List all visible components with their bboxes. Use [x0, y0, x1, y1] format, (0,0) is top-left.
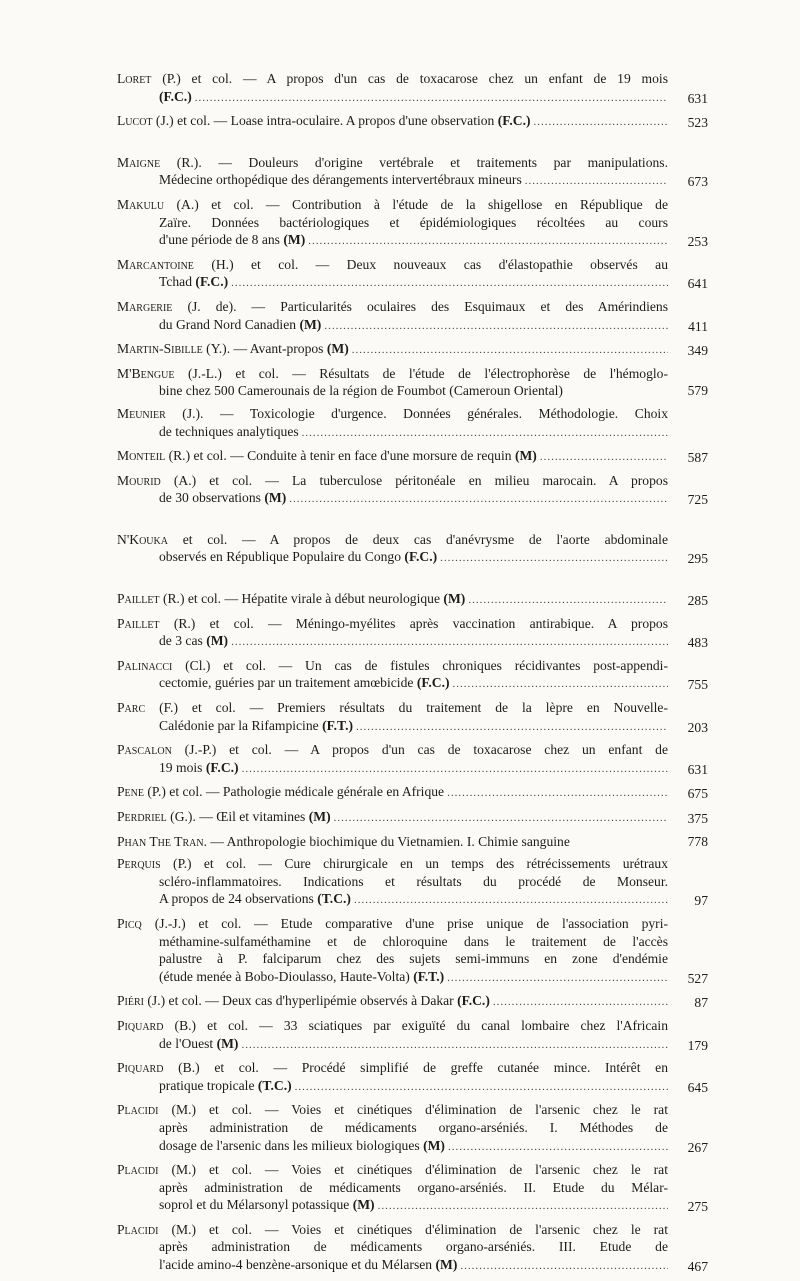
leader-dots [295, 1079, 668, 1097]
entry-title-text [117, 155, 668, 170]
entry-title-text [117, 197, 668, 212]
entry-author: Marcantoine [117, 256, 194, 272]
index-entry [117, 992, 708, 1012]
entry-first-line [117, 699, 668, 717]
page-number: 631 [687, 90, 708, 106]
entry-title-text [117, 473, 668, 488]
author-index-list [117, 70, 708, 1281]
page-number: 755 [687, 677, 708, 693]
entry-first-line [117, 855, 668, 873]
index-entry [117, 70, 708, 107]
entry-tag: (F.T.) [322, 717, 354, 733]
leader-dots [493, 994, 668, 1012]
entry-title-text [117, 112, 531, 130]
entry-rest: (P.) et col. — Cure chirurgicale en un temps des rétrécissements urétraux [160, 856, 668, 872]
entry-author: Makulu [117, 196, 165, 212]
entry-first-line [117, 615, 668, 633]
entry-first-line [117, 783, 668, 803]
entry-author: Phan The Tran [117, 833, 204, 849]
entry-title-text [117, 1102, 668, 1117]
entry-last-line [117, 231, 668, 251]
entry-tag: (F.C.) [205, 759, 239, 775]
entry-last-line [117, 489, 668, 509]
page-number: 645 [687, 1079, 708, 1095]
page-number: 295 [687, 551, 708, 567]
entry-rest: (J.-L.) et col. — Résultats de l'étude de l'électrophorèse de l'hémoglo- [174, 365, 668, 381]
entry-tag: (F.T.) [413, 968, 445, 984]
page-number: 253 [687, 234, 708, 250]
entry-last-text [159, 1077, 292, 1095]
page-number: 411 [688, 318, 708, 334]
entry-title-text [117, 257, 668, 272]
entry-last-line-text: (étude menée à Bobo-Dioulasso, Haute-Volta) [159, 968, 410, 984]
entry-last-text [159, 171, 522, 189]
entry-first-line [117, 1101, 668, 1119]
leader-dots [534, 114, 669, 132]
index-entry [117, 1101, 708, 1156]
entry-last-line-text: soprol et du Mélarsonyl potassique [159, 1197, 350, 1213]
entry-last-line-text: de 30 observations [159, 490, 261, 506]
leader-dots [352, 342, 668, 360]
entry-author: Picq [117, 915, 142, 931]
entry-title-text [117, 700, 668, 715]
entry-last-line-text: pratique tropicale [159, 1077, 255, 1093]
entry-tag: (M) [308, 809, 331, 824]
entry-rest: (M.) et col. — Voies et cinétiques d'élimination de l'arsenic chez le rat [158, 1162, 668, 1178]
entry-author: Margerie [117, 298, 173, 314]
entry-last-text [159, 968, 444, 986]
entry-title-text [117, 447, 537, 465]
entry-last-line-text: Calédonie par la Rifampicine [159, 717, 319, 733]
index-entry [117, 615, 708, 652]
entry-title-text [117, 340, 349, 358]
entry-continuation-line: scléro-inflammatoires. Indications et résultats du procédé de Monseur. [159, 873, 668, 889]
entry-last-line [117, 382, 668, 400]
entry-last-line-text: bine chez 500 Camerounais de la région de Foumbot (Cameroun Oriental) [159, 383, 563, 399]
entry-last-text [159, 423, 299, 441]
leader-dots [468, 592, 668, 610]
leader-dots [308, 233, 668, 251]
entry-rest: . — Anthropologie biochimique du Vietnamien. I. Chimie sanguine [203, 833, 570, 849]
entry-title-text [117, 1162, 668, 1177]
entry-last-line [117, 171, 668, 191]
entry-first-line [117, 447, 668, 467]
entry-tag: (M) [283, 232, 306, 248]
entry-title-text [117, 992, 490, 1010]
entry-last-line-text: cectomie, guéries par un traitement amœbicide [159, 675, 414, 691]
index-entry [117, 1161, 708, 1216]
entry-rest: (J.-P.) et col. — A propos d'un cas de toxacarose chez un enfant de [171, 742, 668, 758]
entry-author: Placidi [117, 1162, 159, 1178]
entry-tag: (M) [264, 490, 287, 506]
entry-first-line [117, 196, 668, 214]
entry-author: Palinacci [117, 657, 173, 673]
index-entry [117, 447, 708, 467]
entry-author: Piéri [117, 993, 144, 1009]
entry-first-line [117, 1017, 668, 1035]
entry-last-line-text: d'une période de 8 ans [159, 232, 280, 248]
entry-tag: (M) [435, 1257, 458, 1273]
entry-last-line [117, 1256, 668, 1276]
entry-first-line [117, 340, 668, 360]
entry-rest: (H.) et col. — Deux nouveaux cas d'élastopathie observés au [193, 256, 668, 272]
entry-last-line [117, 968, 668, 988]
entry-rest: (J.) et col. — Loase intra-oculaire. A propos d'une observation [152, 113, 495, 129]
index-entry [117, 365, 708, 400]
entry-first-line [117, 915, 668, 933]
entry-tag: (M) [423, 1137, 445, 1153]
index-entry [117, 657, 708, 694]
entry-tag: (M) [352, 1197, 375, 1213]
entry-continuation-line: après administration de médicaments organo-arséniés. II. Etude du Mélar- [159, 1179, 668, 1195]
leader-dots [440, 550, 668, 568]
entry-title-text [117, 783, 444, 801]
entry-tag: (M) [206, 633, 229, 649]
entry-last-text [159, 88, 192, 106]
entry-rest: (M.) et col. — Voies et cinétiques d'élimination de l'arsenic chez le rat [158, 1221, 668, 1237]
entry-title-text [117, 532, 668, 547]
entry-last-line [117, 1035, 668, 1055]
entry-title-text [117, 916, 668, 931]
entry-tag: (F.C.) [457, 993, 490, 1009]
entry-last-line-text: Tchad [159, 274, 193, 290]
index-entry [117, 783, 708, 803]
entry-last-line-text: 19 mois [159, 759, 203, 775]
entry-author: Martin-Sibille [117, 341, 203, 357]
entry-author: Monteil [117, 448, 166, 464]
entry-author: Pascalon [117, 742, 172, 758]
index-entry [117, 112, 708, 132]
entry-first-line [117, 154, 668, 172]
page-number: 631 [687, 761, 708, 777]
entry-last-text [159, 489, 286, 507]
entry-tag: (F.C.) [159, 88, 192, 104]
page-number: 641 [687, 276, 708, 292]
page-number: 203 [687, 719, 708, 735]
entry-rest: (B.) et col. — Procédé simplifié de greffe cutanée mince. Intérêt en [163, 1060, 668, 1076]
entry-author: M'Bengue [117, 365, 175, 381]
entry-title-text [117, 833, 570, 851]
entry-author: Loret [117, 71, 152, 86]
entry-title-text [117, 658, 668, 673]
page-number: 778 [687, 833, 708, 849]
entry-last-text [159, 632, 228, 650]
entry-last-line [117, 717, 668, 737]
entry-last-text [159, 231, 305, 249]
entry-rest: (J.). — Toxicologie d'urgence. Données générales. Méthodologie. Choix [165, 405, 668, 421]
entry-title-text [117, 616, 668, 631]
entry-last-line [117, 890, 668, 910]
entry-tag: (F.C.) [416, 675, 450, 691]
entry-rest: (J.-J.) et col. — Etude comparative d'une prise unique de l'association pyri- [141, 915, 668, 931]
entry-first-line [117, 531, 668, 549]
page-number: 675 [687, 786, 708, 802]
entry-rest: et col. — A propos de deux cas d'anévrysme de l'aorte abdominale [167, 531, 668, 547]
entry-continuation-line: après administration de médicaments organo-arséniés. I. Méthodes de [159, 1119, 668, 1135]
entry-first-line [117, 741, 668, 759]
entry-author: Pene [117, 784, 144, 800]
entry-last-line [117, 548, 668, 568]
entry-title-text [117, 406, 668, 421]
entry-last-text [159, 548, 437, 566]
entry-last-line-text: Médecine orthopédique des dérangements intervertébraux mineurs [159, 172, 522, 188]
page-number: 97 [694, 893, 708, 909]
entry-tag: (T.C.) [317, 891, 351, 907]
entry-first-line [117, 657, 668, 675]
entry-last-line-text: de l'Ouest [159, 1035, 214, 1051]
entry-title-text [117, 856, 668, 871]
entry-author: Placidi [117, 1221, 159, 1237]
entry-first-line [117, 405, 668, 423]
index-entry [117, 196, 708, 251]
index-entry [117, 405, 708, 442]
entry-rest: (R.) et col. — Hépatite virale à début neurologique [159, 591, 441, 607]
leader-dots [289, 491, 668, 509]
entry-last-text [159, 1196, 375, 1214]
entry-tag: (M) [443, 591, 466, 607]
entry-author: Paillet [117, 615, 160, 631]
entry-rest: (M.) et col. — Voies et cinétiques d'élimination de l'arsenic chez le rat [158, 1102, 668, 1118]
entry-last-text [159, 382, 563, 400]
entry-last-text [159, 1256, 457, 1274]
leader-dots [242, 761, 668, 779]
entry-author: Meunier [117, 405, 166, 421]
entry-title-text [117, 590, 465, 608]
entry-last-line [117, 1196, 668, 1216]
entry-last-text [159, 1137, 445, 1155]
entry-first-line [117, 298, 668, 316]
page-number: 483 [687, 635, 708, 651]
entry-first-line [117, 833, 668, 851]
page-number: 275 [687, 1199, 708, 1215]
entry-author: Placidi [117, 1102, 159, 1118]
entry-last-line [117, 674, 668, 694]
leader-dots [540, 449, 668, 467]
page-number: 467 [687, 1259, 708, 1275]
index-entry [117, 298, 708, 335]
index-entry [117, 256, 708, 293]
entry-rest: (A.) et col. — La tuberculose péritonéale en milieu marocain. A propos [160, 472, 668, 488]
entry-first-line [117, 1059, 668, 1077]
entry-rest: (P.) et col. — Pathologie médicale générale en Afrique [144, 784, 445, 800]
entry-last-text [159, 273, 228, 291]
page-number: 285 [687, 593, 708, 609]
entry-author: Mourid [117, 472, 161, 488]
leader-dots [354, 892, 668, 910]
leader-dots [334, 810, 668, 828]
entry-last-line [117, 632, 668, 652]
page-number: 267 [687, 1139, 708, 1155]
entry-last-line-text: de 3 cas [159, 633, 203, 649]
leader-dots [460, 1258, 668, 1276]
page-number: 87 [694, 995, 708, 1011]
entry-last-line [117, 88, 668, 108]
index-entry [117, 154, 708, 191]
entry-author: Maigne [117, 154, 161, 170]
entry-last-text [159, 890, 351, 908]
entry-last-text [159, 1035, 238, 1053]
entry-first-line [117, 256, 668, 274]
entry-tag: (M) [216, 1035, 239, 1051]
entry-last-line [117, 1077, 668, 1097]
entry-title-text [117, 299, 668, 314]
entry-author: Perquis [117, 856, 161, 872]
entry-continuation-line: Zaïre. Données bactériologiques et épidémiologiques récoltées au cours [159, 214, 668, 230]
entry-last-text [159, 759, 239, 777]
entry-rest: (A.) et col. — Contribution à l'étude de la shigellose en République de [164, 196, 668, 212]
leader-dots [231, 275, 668, 293]
index-entry [117, 741, 708, 778]
entry-first-line [117, 590, 668, 610]
page-number: 375 [687, 811, 708, 826]
page-number: 179 [687, 1037, 708, 1053]
leader-dots [453, 676, 668, 694]
page-number: 349 [687, 343, 708, 359]
entry-last-line-text: l'acide amino-4 benzène-arsonique et du Mélarsen [159, 1257, 433, 1273]
entry-tag: (F.C.) [497, 113, 531, 129]
entry-rest: (J.) et col. — Deux cas d'hyperlipémie observés à Dakar [144, 993, 454, 1009]
index-entry [117, 472, 708, 509]
leader-dots [324, 318, 668, 336]
entry-author: Parc [117, 700, 146, 716]
leader-dots [525, 173, 668, 191]
entry-tag: (M) [299, 316, 322, 332]
entry-tag: (M) [326, 341, 349, 357]
entry-last-line [117, 1137, 668, 1157]
index-entry [117, 1059, 708, 1096]
page-number: 579 [687, 383, 708, 399]
entry-title-text [117, 1222, 668, 1237]
entry-title-text [117, 1018, 668, 1033]
entry-tag: (F.C.) [404, 549, 438, 565]
entry-title-text [117, 1060, 668, 1075]
leader-dots [302, 425, 668, 443]
entry-rest: (Cl.) et col. — Un cas de fistules chroniques récidivantes post-appendi- [172, 657, 668, 673]
entry-first-line [117, 365, 668, 383]
page-number: 673 [687, 174, 708, 190]
entry-rest: (P.) et col. — A propos d'un cas de toxacarose chez un enfant de 19 mois [151, 71, 668, 86]
entry-first-line [117, 1161, 668, 1179]
page-number: 725 [687, 492, 708, 508]
entry-last-line [117, 759, 668, 779]
entry-continuation-line: palustre à P. falciparum chez des sujets semi-immuns en zone d'endémie [159, 951, 668, 967]
entry-last-line [117, 316, 668, 336]
page-number: 587 [687, 450, 708, 466]
index-entry [117, 808, 708, 828]
entry-author: Piquard [117, 1017, 164, 1033]
leader-dots [241, 1037, 668, 1055]
entry-author: N'Kouka [117, 531, 168, 547]
entry-first-line [117, 70, 668, 88]
entry-first-line [117, 1221, 668, 1239]
entry-last-line [117, 273, 668, 293]
index-entry [117, 855, 708, 910]
entry-tag: (F.C.) [195, 274, 229, 290]
leader-dots [195, 90, 668, 108]
entry-rest: (G.). — Œil et vitamines [166, 809, 306, 824]
entry-title-text [117, 808, 331, 826]
index-entry [117, 1017, 708, 1054]
entry-rest: (Y.). — Avant-propos [202, 341, 324, 357]
entry-author: Paillet [117, 591, 160, 607]
entry-rest: (B.) et col. — 33 sciatiques par exiguïté du canal lombaire chez l'Africain [163, 1017, 668, 1033]
entry-last-text [159, 717, 353, 735]
leader-dots [356, 719, 668, 737]
entry-first-line [117, 808, 668, 828]
index-entry [117, 340, 708, 360]
entry-author: Lucot [117, 113, 153, 129]
leader-dots [448, 1139, 668, 1157]
index-entry [117, 915, 708, 987]
leader-dots [447, 785, 668, 803]
index-entry [117, 531, 708, 568]
entry-rest: (R.). — Douleurs d'origine vertébrale et traitements par manipulations. [160, 154, 668, 170]
leader-dots [447, 970, 668, 988]
entry-first-line [117, 472, 668, 490]
entry-last-line-text: du Grand Nord Canadien [159, 316, 297, 332]
entry-continuation-line: méthamine-sulfaméthamine et de chloroquine dans le traitement de l'accès [159, 933, 668, 949]
page-number: 527 [687, 970, 708, 986]
entry-last-line-text: A propos de 24 observations [159, 891, 314, 907]
leader-dots [231, 634, 668, 652]
entry-first-line [117, 112, 668, 132]
entry-last-line-text: de techniques analytiques [159, 423, 299, 439]
entry-rest: (R.) et col. — Conduite à tenir en face d'une morsure de requin [165, 448, 512, 464]
entry-last-text [159, 674, 450, 692]
leader-dots [378, 1198, 668, 1216]
entry-continuation-line: après administration de médicaments organo-arséniés. III. Etude de [159, 1239, 668, 1255]
entry-title-text [117, 71, 668, 86]
index-entry [117, 833, 708, 851]
index-entry [117, 1221, 708, 1276]
entry-last-line-text: observés en République Populaire du Congo [159, 549, 402, 565]
entry-author: Piquard [117, 1060, 164, 1076]
entry-author: Perdriel [117, 809, 167, 824]
entry-title-text [117, 366, 668, 381]
entry-last-line-text: dosage de l'arsenic dans les milieux biologiques [159, 1137, 420, 1153]
index-entry [117, 590, 708, 610]
index-entry [117, 699, 708, 736]
page-number: 523 [687, 115, 708, 131]
entry-last-line [117, 423, 668, 443]
entry-rest: (J. de). — Particularités oculaires des Esquimaux et des Amérindiens [172, 298, 668, 314]
entry-tag: (M) [514, 448, 537, 464]
entry-rest: (F.) et col. — Premiers résultats du traitement de la lèpre en Nouvelle- [145, 700, 668, 716]
entry-tag: (T.C.) [257, 1077, 292, 1093]
entry-last-text [159, 316, 321, 334]
entry-first-line [117, 992, 668, 1012]
entry-rest: (R.) et col. — Méningo-myélites après vaccination antirabique. A propos [159, 615, 668, 631]
entry-title-text [117, 742, 668, 757]
